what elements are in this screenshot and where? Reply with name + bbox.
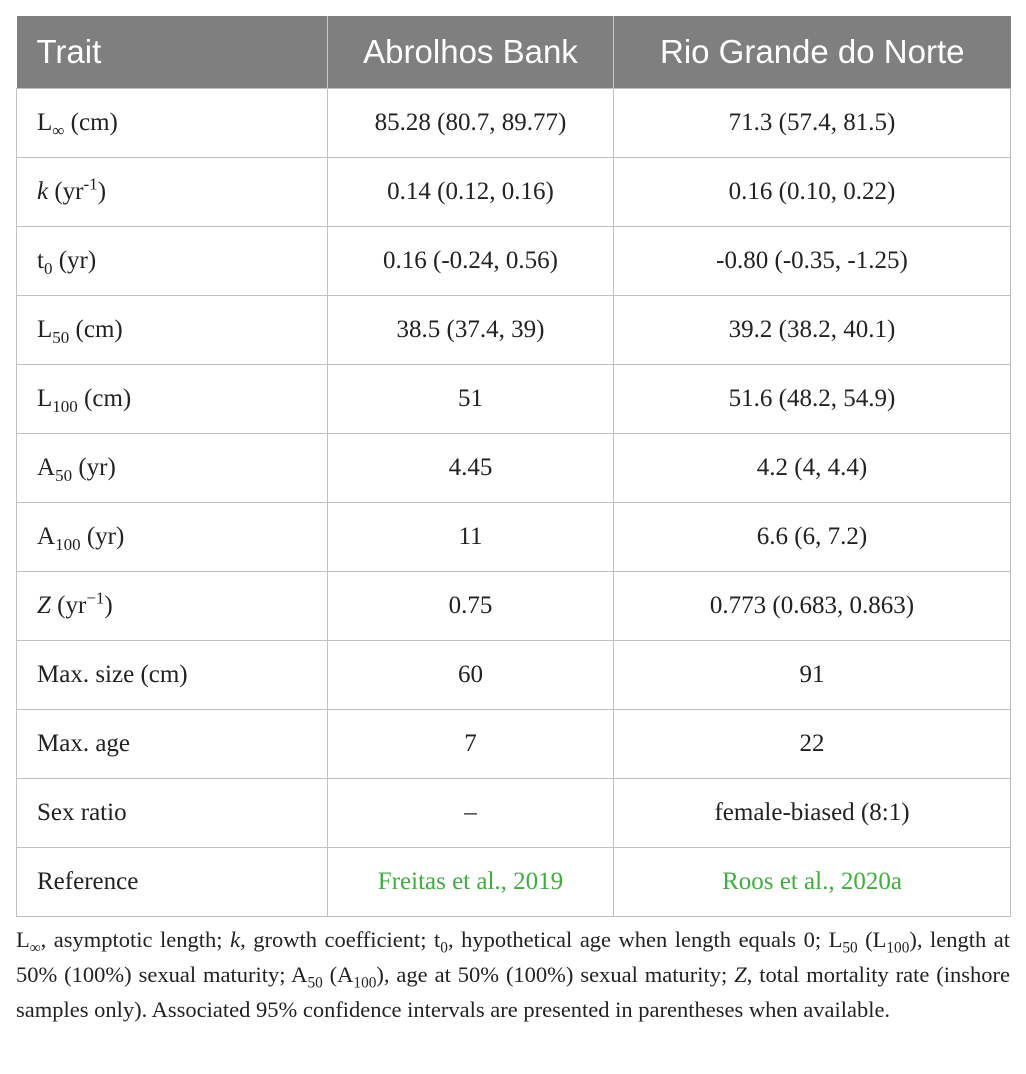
table-row [17,848,1011,917]
trait-symbol: A [37,454,56,481]
abrolhos-value: – [328,779,614,848]
footnote-text: L [16,927,30,952]
trait-exponent: −1 [86,588,105,608]
trait-cell [17,710,328,779]
trait-unit: (yr [50,592,87,619]
reference-link-rgn[interactable]: Roos et al., 2020a [614,848,1011,917]
trait-cell [17,641,328,710]
rgn-value: 91 [614,641,1011,710]
header-rio-grande-do-norte: Rio Grande do Norte [614,16,1011,89]
trait-label: Sex ratio [37,799,127,826]
trait-unit: (yr [48,178,84,205]
abrolhos-value: 85.28 (80.7, 89.77) [328,89,614,158]
rgn-value: 71.3 (57.4, 81.5) [614,89,1011,158]
trait-symbol: k [37,178,49,205]
trait-label: Reference [37,868,139,895]
trait-unit: (cm) [69,316,123,343]
trait-exponent: -1 [83,174,98,194]
footnote-subscript: ∞ [29,939,41,957]
footnote-text: , total mortality rate (inshore samples only). Associated 95% confidence intervals are presented in parentheses when available. [16,962,1011,1022]
table-row [17,641,1011,710]
abrolhos-value: 51 [328,365,614,434]
table-row [17,296,1011,365]
traits-table-container [16,16,1010,917]
trait-subscript: ∞ [52,121,65,140]
rgn-value: 0.16 (0.10, 0.22) [614,158,1011,227]
trait-symbol: Z [37,592,51,619]
rgn-value: 51.6 (48.2, 54.9) [614,365,1011,434]
trait-unit: (yr) [80,523,125,550]
footnote-subscript: 100 [886,939,910,957]
traits-table [16,16,1011,917]
trait-cell [17,779,328,848]
footnote-text: , asymptotic length; [40,927,231,952]
footnote-subscript: 50 [842,939,858,957]
footnote-text: ), age at 50% (100%) sexual maturity; [376,962,735,987]
footnote-subscript: 0 [440,939,448,957]
trait-unit: ) [97,178,107,205]
footnote-text: (L [857,927,887,952]
trait-label: Max. size (cm) [37,661,188,688]
footnote-text: (A [322,962,354,987]
trait-cell [17,503,328,572]
trait-unit: (yr) [52,247,97,274]
trait-subscript: 50 [55,466,73,485]
trait-cell [17,89,328,158]
table-row [17,89,1011,158]
table-body [17,89,1011,917]
table-header-row [17,16,1011,89]
trait-unit: (yr) [72,454,116,481]
footnote-subscript: 100 [353,974,377,992]
table-row [17,365,1011,434]
rgn-value: 22 [614,710,1011,779]
abrolhos-value: 0.75 [328,572,614,641]
table-row [17,227,1011,296]
table-row [17,779,1011,848]
table-row [17,503,1011,572]
trait-cell [17,296,328,365]
trait-unit: (cm) [64,109,118,136]
abrolhos-value: 38.5 (37.4, 39) [328,296,614,365]
footnote-subscript: 50 [307,974,323,992]
rgn-value: 4.2 (4, 4.4) [614,434,1011,503]
abrolhos-value: 4.45 [328,434,614,503]
trait-symbol: A [37,523,56,550]
header-abrolhos-bank: Abrolhos Bank [328,16,614,89]
rgn-value: 39.2 (38.2, 40.1) [614,296,1011,365]
table-row [17,572,1011,641]
footnote-text: ), length at 50% (100%) sexual maturity; A [16,927,1010,987]
rgn-value: female-biased (8:1) [614,779,1011,848]
trait-cell [17,158,328,227]
table-footnote [16,922,1010,1027]
table-row [17,710,1011,779]
table-row [17,158,1011,227]
rgn-value: 0.773 (0.683, 0.863) [614,572,1011,641]
trait-subscript: 100 [52,397,78,416]
trait-cell [17,848,328,917]
reference-link-abrolhos[interactable]: Freitas et al., 2019 [328,848,614,917]
trait-label: Max. age [37,730,131,757]
trait-cell [17,434,328,503]
abrolhos-value: 7 [328,710,614,779]
trait-symbol: L [37,109,53,136]
trait-unit: ) [104,592,113,619]
abrolhos-value: 0.14 (0.12, 0.16) [328,158,614,227]
trait-cell [17,227,328,296]
footnote-symbol: Z [734,962,747,987]
abrolhos-value: 11 [328,503,614,572]
trait-subscript: 50 [52,328,70,347]
trait-symbol: t [37,247,44,274]
trait-symbol: L [37,385,53,412]
abrolhos-value: 0.16 (-0.24, 0.56) [328,227,614,296]
footnote-text: , growth coefficient; t [240,927,441,952]
trait-cell [17,572,328,641]
rgn-value: 6.6 (6, 7.2) [614,503,1011,572]
trait-subscript: 0 [43,259,53,278]
table-row [17,434,1011,503]
trait-symbol: L [37,316,53,343]
trait-cell [17,365,328,434]
footnote-text: , hypothetical age when length equals 0; L [447,927,843,952]
header-trait: Trait [17,16,328,89]
trait-subscript: 100 [55,535,81,554]
rgn-value: -0.80 (-0.35, -1.25) [614,227,1011,296]
trait-unit: (cm) [77,385,132,412]
footnote-symbol: k [230,927,241,952]
abrolhos-value: 60 [328,641,614,710]
